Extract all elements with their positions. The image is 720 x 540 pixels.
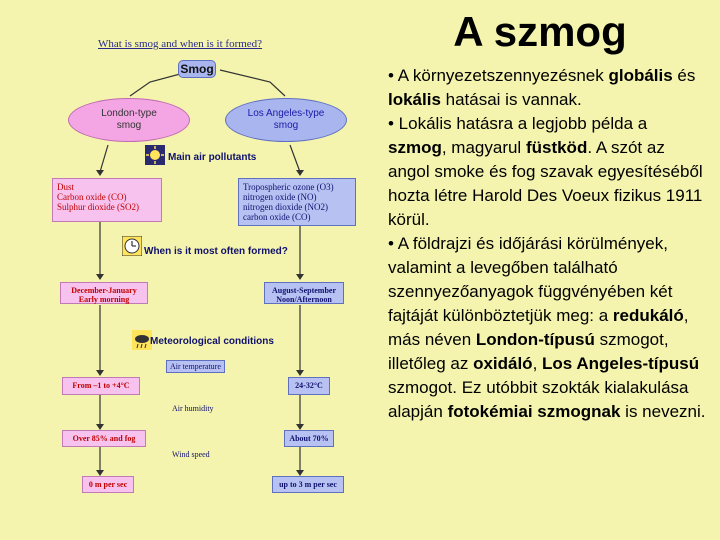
slide-title: A szmog <box>453 8 627 55</box>
london-wind-box: 0 m per sec <box>82 476 134 493</box>
la-time-1: August-September <box>272 286 336 295</box>
air-temperature-label: Air temperature <box>166 360 225 373</box>
smog-root-box: Smog <box>178 60 216 78</box>
la-wind-box: up to 3 m per sec <box>272 476 344 493</box>
london-pollutants-box <box>52 178 162 222</box>
la-pollutant-4: carbon oxide (CO) <box>243 212 311 222</box>
london-pollutant-2: Carbon oxide (CO) <box>57 192 127 202</box>
london-pollutant-1: Dust <box>57 182 75 192</box>
meteo-label: Meteorological conditions <box>150 336 274 347</box>
body-text <box>388 64 708 424</box>
london-time-box <box>60 282 148 304</box>
la-pollutant-1: Tropospheric ozone (O3) <box>243 182 334 192</box>
la-pollutant-3: nitrogen dioxide (NO2) <box>243 202 328 212</box>
sun-icon <box>145 145 165 165</box>
bullet-3: • A földrajzi és időjárási körülmények, valamint a levegőben található szennyezőanyagok függvényében két fajtáját különböztetjük meg: a redukáló, más néven London-típusú szmogot, illetőleg az oxidáló, Los Angeles-típusú szmogot. Ez utóbbit szokták kialakulása alapján fotokémiai szmognak is nevezni. <box>388 234 706 421</box>
weather-cloud-icon <box>132 330 152 350</box>
london-time-2: Early morning <box>78 295 130 304</box>
la-time-box <box>264 282 344 304</box>
london-line2: smog <box>116 120 142 131</box>
la-pollutants-box <box>238 178 356 226</box>
london-pollutant-3: Sulphur dioxide (SO2) <box>57 202 139 212</box>
la-humidity-box: About 70% <box>284 430 334 447</box>
diagram-heading: What is smog and when is it formed? <box>98 38 263 50</box>
air-humidity-label: Air humidity <box>172 404 214 413</box>
london-temp-box: From –1 to +4°C <box>62 377 140 395</box>
clock-icon <box>122 236 142 256</box>
london-line1: London-type <box>101 108 157 119</box>
london-humidity-box: Over 85% and fog <box>62 430 146 447</box>
bullet-1: • A környezetszennyezésnek globális és lokális hatásai is vannak. <box>388 66 696 109</box>
london-type-ellipse <box>68 98 190 142</box>
when-formed-label: When is it most often formed? <box>144 246 288 257</box>
la-temp-box: 24-32°C <box>288 377 330 395</box>
la-line1: Los Angeles-type <box>247 108 325 119</box>
main-pollutants-label: Main air pollutants <box>168 152 257 163</box>
la-line2: smog <box>273 120 299 131</box>
la-time-2: Noon/Afternoon <box>276 295 332 304</box>
london-time-1: December-January <box>71 286 137 295</box>
bullet-2: • Lokális hatásra a legjobb példa a szmog, magyarul füstköd. A szót az angol smoke és fog szavak egyesítéséből hozta létre Harold Des Voeux fizikus 1911 körül. <box>388 114 703 229</box>
la-type-ellipse <box>225 98 347 142</box>
wind-speed-label: Wind speed <box>172 450 210 459</box>
la-pollutant-2: nitrogen oxide (NO) <box>243 192 317 202</box>
